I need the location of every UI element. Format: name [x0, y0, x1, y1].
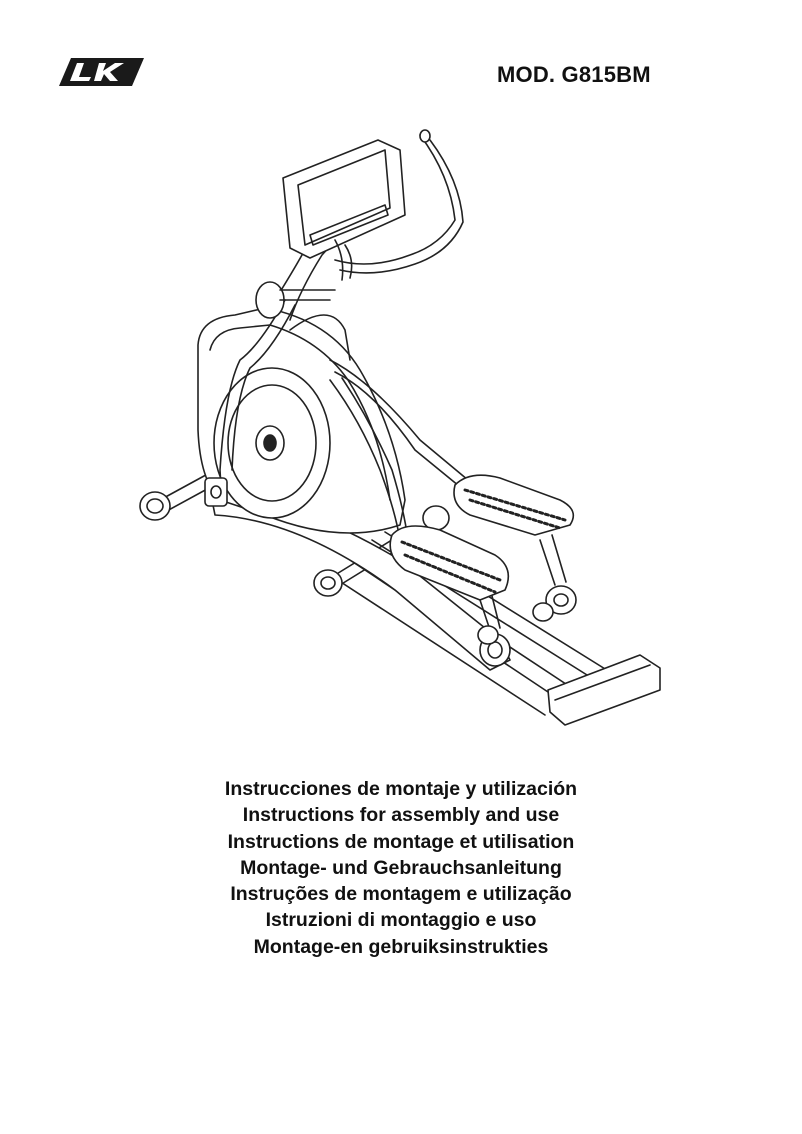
title-french: Instructions de montage et utilisation — [227, 830, 575, 853]
instructions-titles — [0, 776, 802, 960]
title-portuguese: Instruções de montagem e utilização — [230, 883, 572, 906]
title-german: Montage- und Gebrauchsanleitung — [240, 856, 562, 879]
brand-logo — [57, 57, 145, 87]
title-english: Instructions for assembly and use — [242, 804, 560, 827]
model-number: MOD. G815BM — [497, 62, 651, 87]
title-spanish: Instrucciones de montaje y utilización — [224, 778, 578, 800]
title-italian: Istruzioni di montaggio e uso — [265, 909, 537, 932]
elliptical-trainer-illustration — [135, 122, 665, 732]
title-dutch: Montage-en gebruiksinstrukties — [253, 935, 549, 958]
